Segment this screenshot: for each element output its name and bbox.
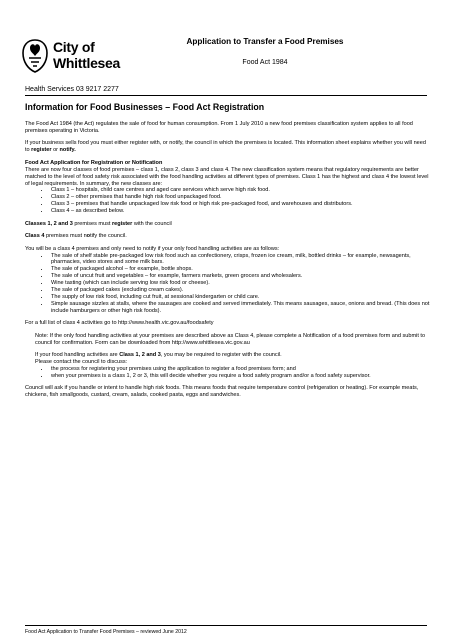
footer-text: Food Act Application to Transfer Food Premises – reviewed June 2012 (25, 629, 187, 635)
document-subtitle: Food Act 1984 (242, 59, 288, 66)
register-rule-paragraph (25, 221, 431, 228)
footer-rule (25, 625, 427, 626)
section-heading: Information for Food Businesses – Food Act Registration (25, 102, 265, 112)
phone-line: Health Services 03 9217 2277 (25, 86, 119, 93)
classes-list (25, 187, 431, 215)
text-run: Class 4 (25, 233, 45, 240)
list-item: • Class 2 – other premises that handle high risk food unpackaged food. (50, 194, 431, 201)
class4-intro: You will be a class 4 premises and only need to notify if your only food handling activities are as follows: (25, 245, 280, 252)
text-run: premises must (72, 220, 112, 227)
list-item: • The sale of shelf stable pre-packaged low risk food such as confectionery, crisps, frozen ice cream, milk, bottled drinks – for example, newsagents, pharmacies, video stores and some milk bars. (50, 253, 431, 267)
list-item: • Class 4 – as described below. (50, 208, 431, 215)
class4-list (25, 253, 431, 315)
classes-paragraph: There are now four classes of food premises – class 1, class 2, class 3 and class 4. The new classification system means that regulatory requirements are better matched to the level of food safety risk associated with the food handling activities at different types of premises. Class 1 has the highest and class 4 the lowest level of legal requirements. In summary, the new classes are: (25, 166, 429, 187)
contact-council-paragraph: Please contact the council to discuss: (35, 359, 128, 366)
logo-text-city: City of (53, 39, 95, 55)
list-item: • Class 1 – hospitals, child care centres and aged care services which serve high risk food. (50, 187, 431, 194)
list-item: • Simple sausage sizzles at stalls, where the sausages are cooked and served immediately. This means sausages, sauce, onions and bread. (This does not include hamburgers or other high risk foods). (50, 301, 431, 315)
text-run: o (86, 233, 91, 240)
note-paragraph: Note: If the only food handling activities at your premises are described above as Class 4, please complete a Notification of a food premises form and submit to council for confirmation. Form can be downloaded from http://www.whittlesea.vic.gov.au (35, 332, 426, 346)
text-run: , you may be required to register with the council. (160, 352, 282, 359)
header-rule (25, 95, 427, 96)
document-title: Application to Transfer a Food Premises (186, 37, 344, 46)
note-block (25, 333, 431, 380)
logo-text-whittlesea: Whittlesea (53, 55, 121, 71)
text-run: premises must n (44, 233, 87, 240)
list-item: • The sale of packaged alcohol – for example, bottle shops. (50, 266, 431, 273)
text-run: or (51, 147, 60, 154)
body-content (25, 121, 431, 405)
registration-paragraph (35, 352, 431, 359)
list-item: • The supply of low risk food, including cut fruit, at sessional kindergarten or child care. (50, 294, 431, 301)
list-item: • when your premises is a class 1, 2 or 3, this will decide whether you require a food safety program and/or a food safety supervisor. (50, 373, 431, 380)
list-item: • Wine tasting (which can include serving low risk food or cheese). (50, 280, 431, 287)
text-run: tify the council. (90, 233, 127, 240)
subheading-text: Food Act Application for Registration or Notification (25, 159, 163, 166)
subheading (25, 160, 431, 167)
text-run: If your food handling activities are (35, 352, 120, 359)
full-list-paragraph: For a full list of class 4 activities go to http://www.health.vic.gov.au/foodsafety (25, 320, 214, 327)
high-risk-paragraph: Council will ask if you handle or intent to handle high risk foods. This means foods that require temperature control (refrigeration or heating). For example meats, chickens, fish smallgoods, custard, cream, salads, cooked pasta, eggs and sandwiches. (25, 385, 419, 399)
notify-rule-paragraph (25, 233, 431, 240)
list-item: • Class 3 – premises that handle unpackaged low risk food or high risk pre-packaged food, and warehouses and distributors. (50, 201, 431, 208)
text-run: If your business sells food you must either register with, or notify, the council in which the premises is located. This information sheet explains whether you will need to (25, 140, 426, 154)
council-emblem-icon (20, 38, 50, 74)
council-logo (20, 38, 121, 76)
register-emphasis: register (31, 147, 52, 154)
text-run: with the council (132, 220, 172, 227)
text-run: Classes 1, 2 and 3 (25, 220, 73, 227)
notify-emphasis: notify. (59, 147, 76, 154)
register-notify-paragraph (25, 140, 431, 154)
text-run: register (111, 220, 133, 227)
list-item: • The sale of uncut fruit and vegetables – for example, farmers markets, green grocers and wholesalers. (50, 273, 431, 280)
intro-paragraph: The Food Act 1984 (the Act) regulates the sale of food for human consumption. From 1 July 2010 a new food premises classification system applies to all food premises operating in Victoria. (25, 121, 413, 134)
list-item: • the process for registering your premises using the application to register a food premises form; and (50, 366, 431, 373)
list-item: • The sale of packaged cakes (excluding cream cakes). (50, 287, 431, 294)
discuss-list (35, 366, 431, 380)
text-run: Class 1, 2 and 3 (119, 352, 161, 359)
